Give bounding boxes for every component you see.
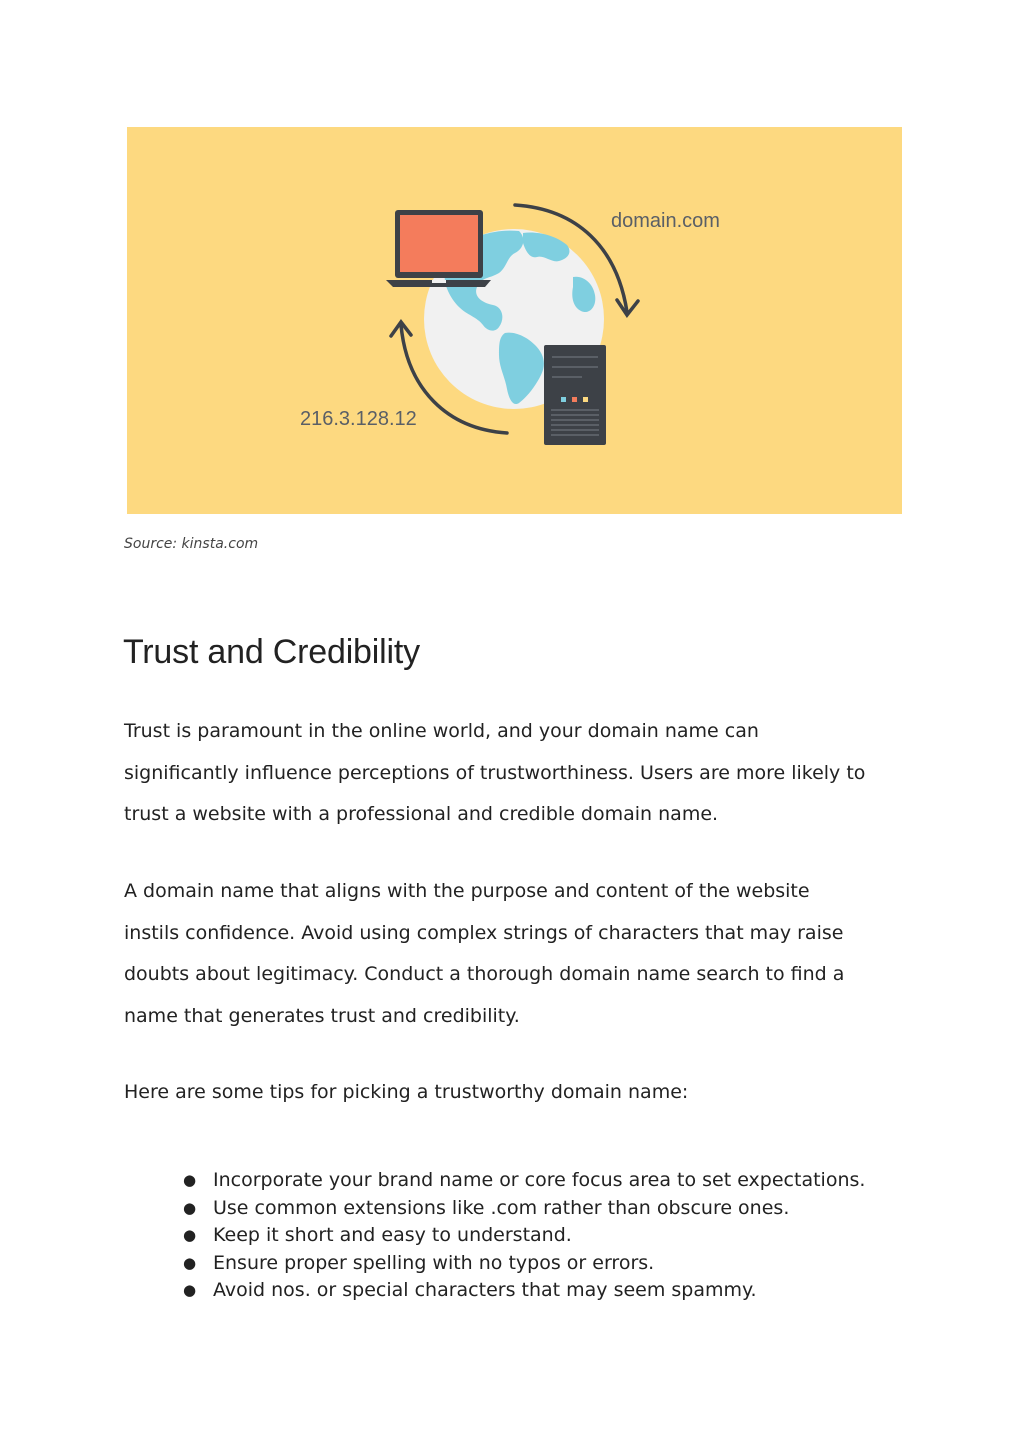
paragraph-line: trust a website with a professional and credible domain name.: [124, 803, 719, 826]
domain-dns-diagram: [127, 127, 902, 514]
paragraph-line: Trust is paramount in the online world, and your domain name can: [124, 720, 759, 742]
list-item-text: Ensure proper spelling with no typos or errors.: [213, 1251, 655, 1274]
list-item-text: Avoid nos. or special characters that may seem spammy.: [213, 1279, 757, 1302]
paragraph-line: A domain name that aligns with the purpose and content of the website: [124, 880, 810, 902]
tips-list: [183, 1167, 865, 1305]
list-item: [183, 1222, 865, 1250]
list-item: [183, 1250, 865, 1278]
paragraph-line: doubts about legitimacy. Conduct a thorough domain name search to find a: [124, 963, 845, 986]
paragraph-line: Here are some tips for picking a trustworthy domain name:: [124, 1081, 689, 1103]
section-heading: Trust and Credibility: [123, 633, 420, 671]
image-caption: Source: kinsta.com: [124, 536, 259, 552]
list-item-text: Keep it short and easy to understand.: [213, 1224, 572, 1247]
laptop-icon: [386, 210, 491, 287]
list-item: [183, 1277, 865, 1305]
bullet-icon: ●: [183, 1281, 197, 1300]
paragraph-confidence: [124, 871, 924, 1038]
domain-illustration: [127, 127, 902, 514]
ip-address-label: 216.3.128.12: [300, 408, 417, 430]
paragraph-trust: [124, 711, 924, 836]
server-icon: [544, 345, 606, 445]
bullet-icon: ●: [183, 1253, 197, 1272]
bullet-icon: ●: [183, 1226, 197, 1245]
bullet-icon: ●: [183, 1171, 197, 1189]
list-item-text: Use common extensions like .com rather than obscure ones.: [213, 1196, 790, 1219]
paragraph-line: significantly influence perceptions of trustworthiness. Users are more likely to: [124, 761, 866, 784]
list-item: [183, 1195, 865, 1223]
bullet-icon: ●: [183, 1198, 197, 1217]
list-item-text: Incorporate your brand name or core focus area to set expectations.: [213, 1169, 866, 1191]
list-item: [183, 1167, 865, 1195]
paragraph-line: instils confidence. Avoid using complex strings of characters that may raise: [124, 921, 844, 944]
paragraph-line: name that generates trust and credibility.: [124, 1005, 520, 1028]
domain-label: domain.com: [611, 210, 720, 232]
paragraph-tips-intro: [124, 1072, 924, 1114]
